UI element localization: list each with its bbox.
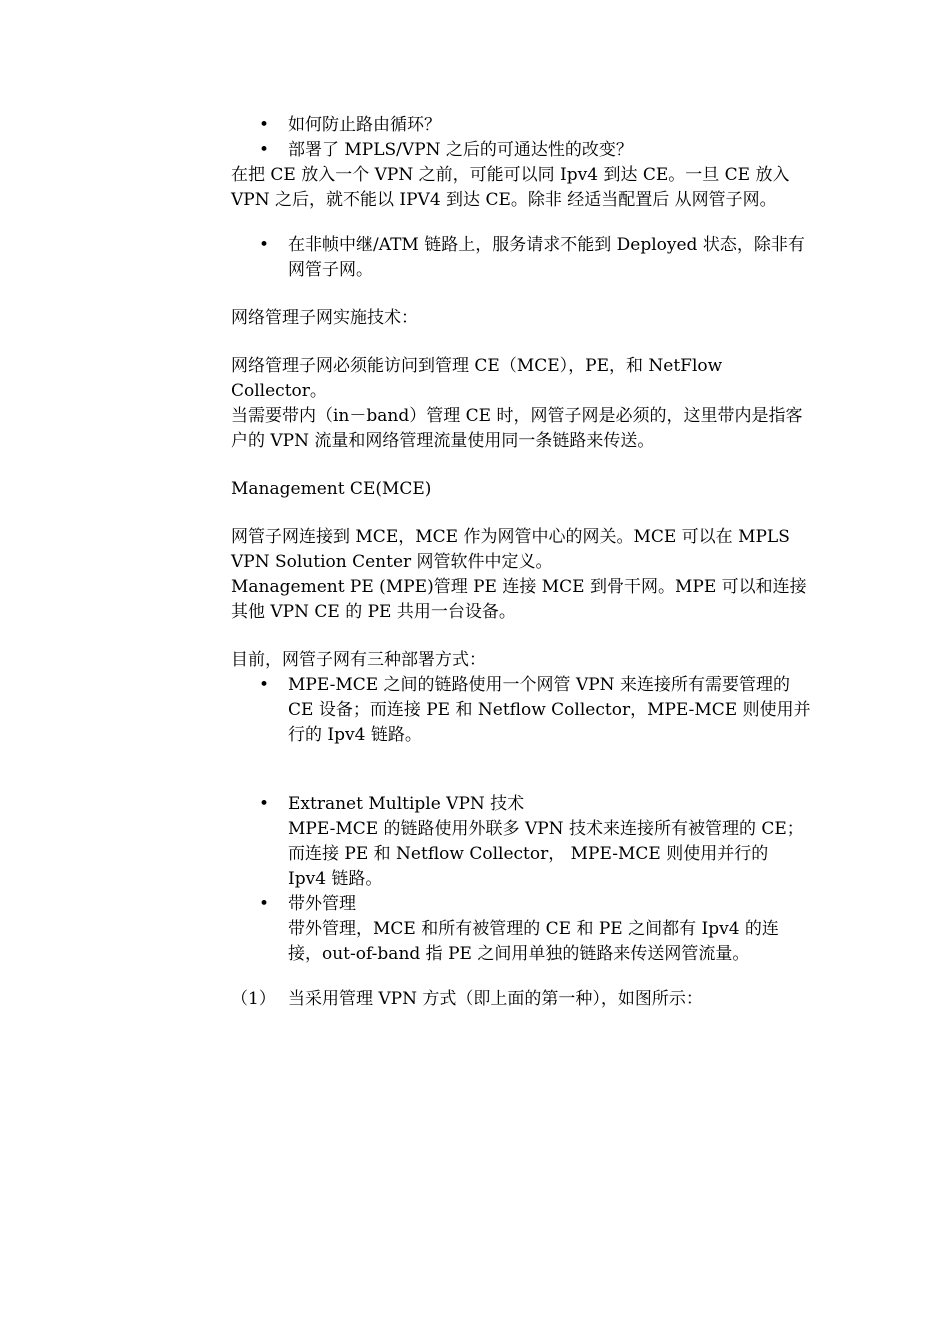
list-item-text: 如何防止路由循环？ (288, 115, 441, 135)
bullet-icon: • (258, 894, 270, 914)
paragraph-inband: 当需要带内（in－band）管理 CE 时，网管子网是必须的，这里带内是指客户的 VPN 流量和网络管理流量使用同一条链路来传送。 (231, 406, 803, 451)
paragraph-mce: 网管子网连接到 MCE，MCE 作为网管中心的网关。MCE 可以在 MPLS VPN Solution Center 网管软件中定义。 (231, 527, 790, 572)
bullet-icon: • (258, 794, 270, 814)
list-item-text: 带外管理，MCE 和所有被管理的 CE 和 PE 之间都有 Ipv4 的连接，out-of-band 指 PE 之间用单独的链路来传送网管流量。 (288, 919, 779, 964)
number-label: （1） (231, 989, 276, 1009)
section-heading: Management CE(MCE) (231, 479, 432, 499)
section-heading: 网络管理子网实施技术： (231, 308, 418, 328)
list-item-title: 带外管理 (288, 894, 356, 914)
paragraph-access: 网络管理子网必须能访问到管理 CE（MCE），PE，和 NetFlow Collector。 (231, 356, 723, 401)
numbered-item (231, 987, 811, 1012)
list-item-text: 在非帧中继/ATM 链路上，服务请求不能到 Deployed 状态，除非有网管子网。 (288, 235, 805, 280)
bullet-icon: • (258, 675, 270, 695)
list-item-text: MPE-MCE 的链路使用外联多 VPN 技术来连接所有被管理的 CE；而连接 PE 和 Netflow Collector， MPE-MCE 则使用并行的 Ipv4 链路。 (288, 819, 804, 889)
section-heading: 目前，网管子网有三种部署方式： (231, 650, 486, 670)
list-item (231, 792, 811, 892)
list-item-text: MPE-MCE 之间的链路使用一个网管 VPN 来连接所有需要管理的 CE 设备；而连接 PE 和 Netflow Collector，MPE-MCE 则使用并行的 Ipv4 链路。 (288, 675, 811, 745)
list-item (231, 892, 811, 967)
bullet-icon: • (258, 115, 270, 135)
bullet-icon: • (258, 235, 270, 255)
list-item (231, 113, 811, 138)
document-page (231, 113, 811, 1012)
list-item (231, 673, 811, 748)
numbered-item-text: 当采用管理 VPN 方式（即上面的第一种），如图所示： (288, 989, 703, 1009)
paragraph-ce-reachability: 在把 CE 放入一个 VPN 之前，可能可以同 Ipv4 到达 CE。一旦 CE 放入 VPN 之后，就不能以 IPV4 到达 CE。除非 经适当配置后 从网管子网。 (231, 165, 790, 210)
list-item (231, 233, 811, 283)
bullet-icon: • (258, 140, 270, 160)
list-item-title: Extranet Multiple VPN 技术 (288, 794, 525, 814)
list-item-text: 部署了 MPLS/VPN 之后的可通达性的改变？ (288, 140, 633, 160)
paragraph-mpe: Management PE (MPE)管理 PE 连接 MCE 到骨干网。MPE 可以和连接其他 VPN CE 的 PE 共用一台设备。 (231, 577, 807, 622)
list-item (231, 138, 811, 163)
